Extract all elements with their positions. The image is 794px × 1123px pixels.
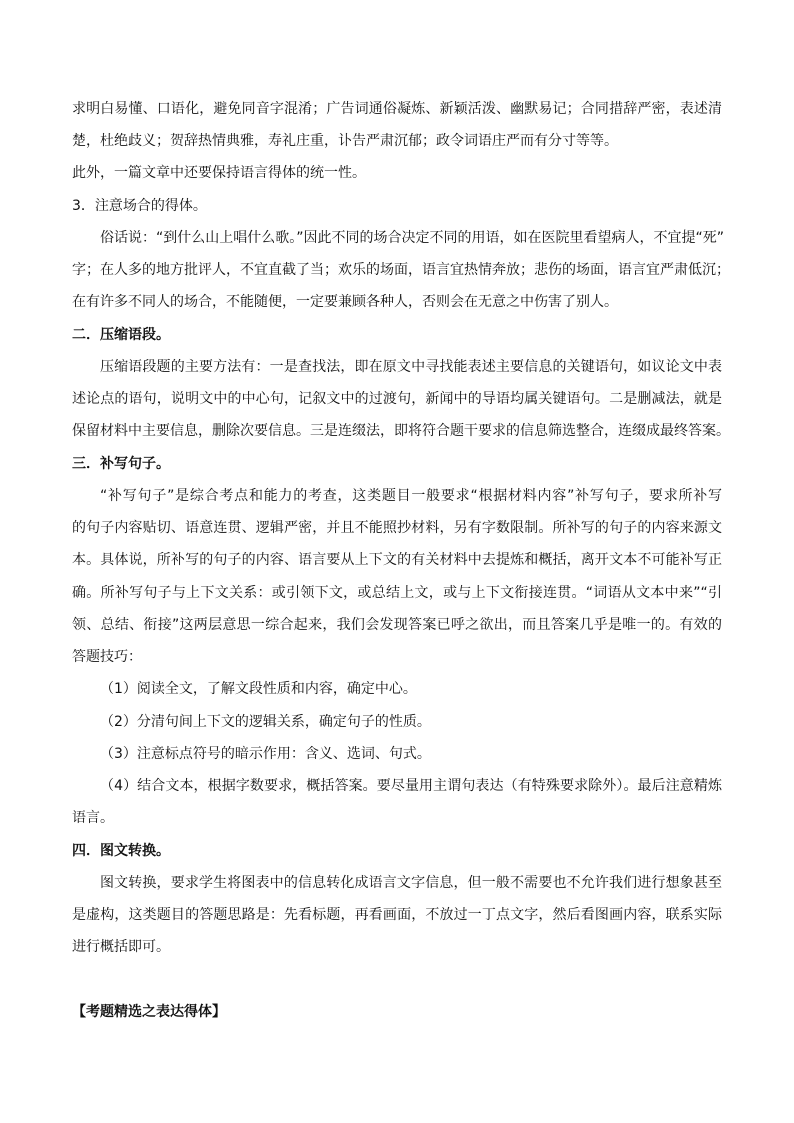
section-heading: 四．图文转换。: [72, 843, 170, 859]
section-heading: 三．补写句子。: [72, 456, 170, 472]
paragraph-line: 保留材料中主要信息，删除次要信息。三是连缀法，即将符合题干要求的信息筛选整合，连缀成最终答案。: [72, 423, 730, 439]
paragraph-line: 语言。: [72, 810, 114, 826]
paragraph-line: 此外，一篇文章中还要保持语言得体的统一性。: [72, 165, 366, 181]
paragraph-line: 楚，杜绝歧义；贺辞热情典雅，寿礼庄重，讣告严肃沉郁；政令词语庄严而有分寸等等。: [72, 133, 618, 149]
paragraph-line: 压缩语段题的主要方法有：一是查找法，即在原文中寻找能表述主要信息的关键语句，如议论文中表: [100, 359, 722, 375]
paragraph-line: 确。所补写句子与上下文关系：或引领下文，或总结上文，或与上下文衔接连贯。“词语从文本中来”“引: [72, 585, 722, 601]
paragraph-line: 领、总结、衔接”这两层意思一综合起来，我们会发现答案已呼之欲出，而且答案几乎是唯一的。有效的: [72, 617, 722, 633]
paragraph-line: 是虚构，这类题目的答题思路是：先看标题，再看画面，不放过一丁点文字，然后看图画内容，联系实际: [72, 907, 722, 923]
section-subheading: 3．注意场合的得体。: [72, 198, 207, 214]
paragraph-line: 字；在人多的地方批评人，不宜直截了当；欢乐的场面，语言宜热情奔放；悲伤的场面，语言宜严肃低沉；: [72, 262, 730, 278]
paragraph-line: 的句子内容贴切、语意连贯、逻辑严密，并且不能照抄材料，另有字数限制。所补写的句子的内容来源文: [72, 520, 722, 536]
list-item: （3）注意标点符号的暗示作用：含义、选词、句式。: [100, 746, 431, 762]
list-item: （1）阅读全文，了解文段性质和内容，确定中心。: [100, 681, 417, 697]
list-item: （2）分清句间上下文的逻辑关系，确定句子的性质。: [100, 714, 431, 730]
paragraph-line: 图文转换，要求学生将图表中的信息转化成语言文字信息，但一般不需要也不允许我们进行想象甚至: [100, 875, 722, 891]
paragraph-line: 答题技巧：: [72, 649, 142, 665]
paragraph-line: 述论点的语句，说明文中的中心句，记叙文中的过渡句，新闻中的导语均属关键语句。二是删减法，就是: [72, 391, 722, 407]
paragraph-line: “补写句子”是综合考点和能力的考查，这类题目一般要求“根据材料内容”补写句子，要求所补写: [100, 488, 722, 504]
section-heading: 二．压缩语段。: [72, 327, 170, 343]
section-banner: 【考题精选之表达得体】: [72, 1004, 226, 1020]
list-item: （4）结合文本，根据字数要求，概括答案。要尽量用主谓句表达（有特殊要求除外）。最后注意精炼: [100, 778, 722, 794]
paragraph-line: 本。具体说，所补写的句子的内容、语言要从上下文的有关材料中去提炼和概括，离开文本不可能补写正: [72, 552, 722, 568]
paragraph-line: 在有许多不同人的场合，不能随便，一定要兼顾各种人，否则会在无意之中伤害了别人。: [72, 294, 618, 310]
paragraph-line: 进行概括即可。: [72, 939, 170, 955]
paragraph-line: 求明白易懂、口语化，避免同音字混淆；广告词通俗凝炼、新颖活泼、幽默易记；合同措辞严密，表述清: [72, 101, 722, 117]
paragraph-line: 俗话说：“到什么山上唱什么歌。”因此不同的场合决定不同的用语，如在医院里看望病人，不宜提“死”: [100, 230, 725, 246]
